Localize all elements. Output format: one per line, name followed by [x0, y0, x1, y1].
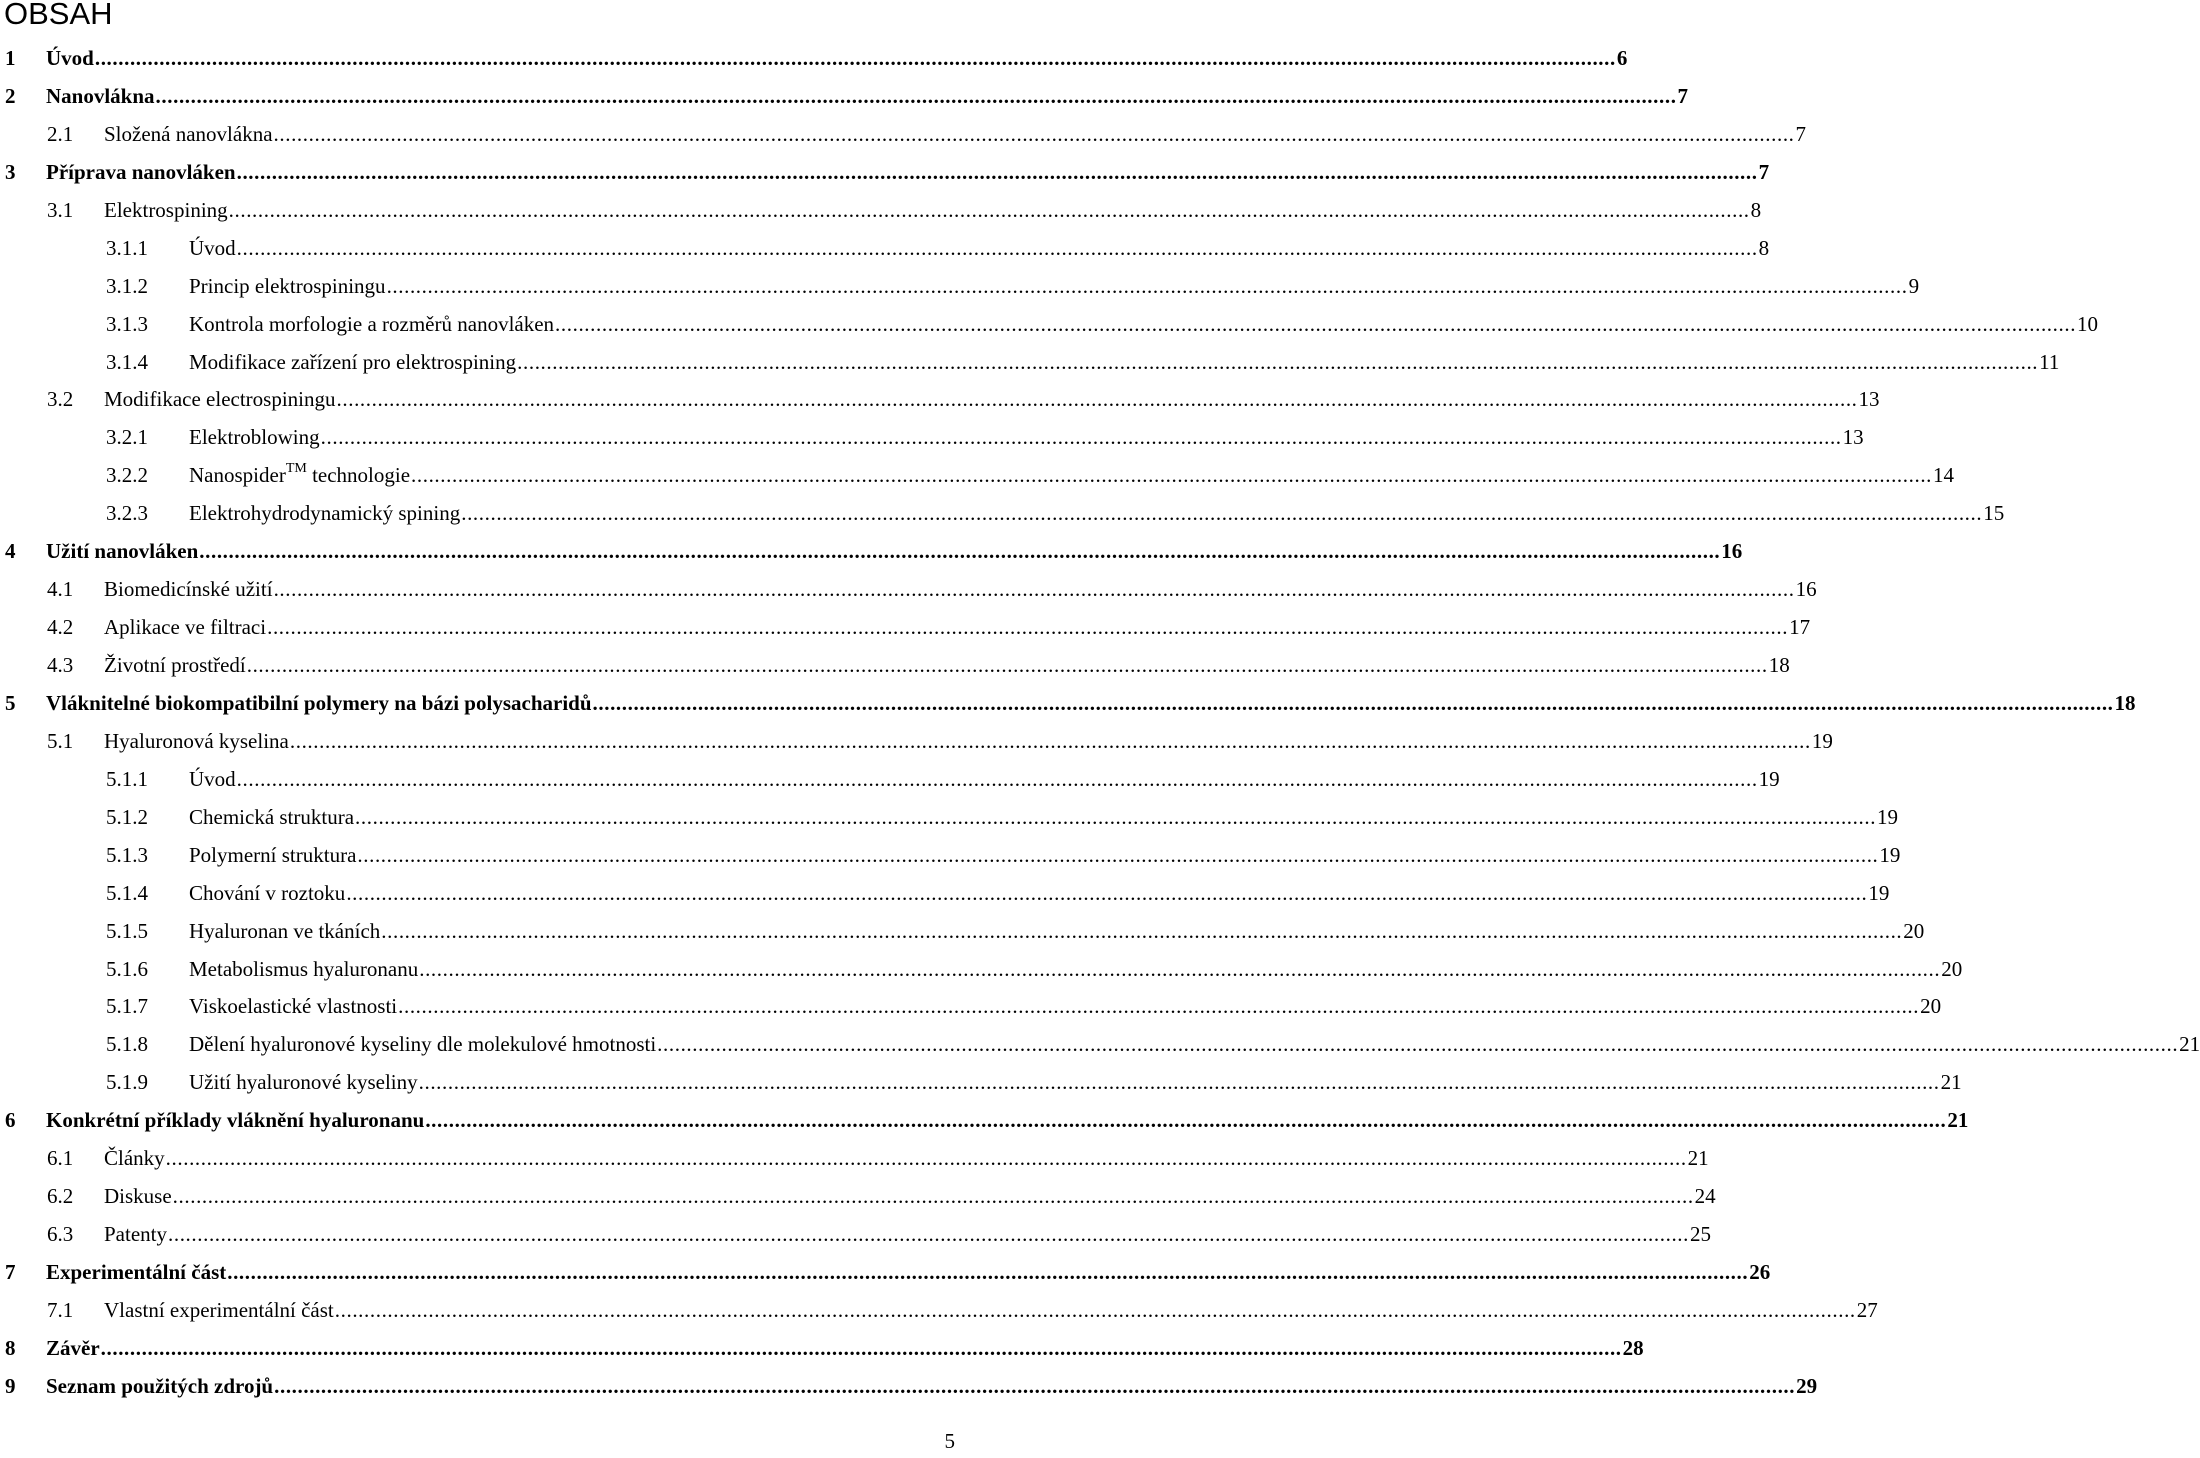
toc-entry-title-text: Elektroblowing: [189, 425, 320, 450]
toc-entry-title-text: Užití nanovláken: [46, 539, 199, 564]
toc-entry-title: [104, 192, 228, 230]
toc-entry-page: 15: [1983, 501, 2005, 526]
toc-entry-body: [104, 609, 1811, 647]
toc-entry-title-text: Hyaluronová kyselina: [104, 728, 289, 753]
toc-entry-number: 3.1: [47, 197, 74, 222]
toc-entry-page: 13: [1842, 425, 1864, 450]
toc-entry[interactable]: [0, 533, 1743, 571]
toc-entry-title-text: Chování v roztoku: [189, 880, 346, 905]
toc-entry-number: 8: [5, 1335, 16, 1360]
toc-entry-title-text: Elektrohydrodynamický spining: [189, 501, 461, 526]
toc-entry-number: 3.2: [47, 387, 74, 412]
toc-entry-title-text: Princip elektrospiningu: [189, 273, 386, 298]
toc-entry[interactable]: [0, 761, 1780, 799]
toc-entry-number: 6: [5, 1108, 16, 1133]
toc-entry-title-text: Modifikace zařízení pro elektrospining: [189, 349, 517, 374]
toc-entry[interactable]: [0, 230, 1770, 268]
dot-leader: ....................................................................................................................................................................................................................................................................: [273, 121, 1795, 146]
toc-entry-body: [104, 647, 1790, 685]
toc-entry-title: [189, 1026, 656, 1064]
toc-entry-body: [46, 1330, 1644, 1368]
toc-entry-title-text: Diskuse: [104, 1184, 172, 1209]
toc-entry[interactable]: [0, 457, 1955, 495]
toc-entry-title: [189, 419, 320, 457]
dot-leader: ....................................................................................................................................................................................................................................................................: [320, 425, 1842, 450]
toc-entry-title: [46, 78, 155, 116]
toc-entry-page: 21: [1947, 1108, 1969, 1133]
toc-entry-page: 8: [1758, 235, 1770, 260]
toc-entry-title: [104, 1140, 165, 1178]
toc-entry[interactable]: [0, 647, 1790, 685]
toc-entry-body: [189, 951, 1963, 989]
dot-leader: ....................................................................................................................................................................................................................................................................: [267, 615, 1789, 640]
toc-entry-body: [104, 381, 1880, 419]
dot-leader: ....................................................................................................................................................................................................................................................................: [246, 653, 1768, 677]
toc-entry-title: [46, 685, 592, 723]
toc-entry-number: 3.1.4: [106, 349, 148, 374]
toc-entry-body: [189, 1064, 1962, 1102]
toc-entry-title: [189, 875, 345, 913]
toc-entry-number: 3.1.1: [106, 235, 148, 260]
toc-entry-body: [104, 192, 1762, 230]
toc-entry-page: 19: [1877, 804, 1899, 829]
toc-entry-page: 28: [1622, 1335, 1644, 1360]
toc-entry-page: 19: [1758, 766, 1780, 791]
toc-entry-title-text: Polymerní struktura: [189, 842, 357, 867]
dot-leader: ....................................................................................................................................................................................................................................................................: [274, 1373, 1796, 1398]
toc-entry-body: [189, 799, 1899, 837]
dot-leader: ....................................................................................................................................................................................................................................................................: [236, 159, 1758, 184]
toc-entry[interactable]: [0, 875, 1890, 913]
toc-entry[interactable]: [0, 419, 1864, 457]
dot-leader: ....................................................................................................................................................................................................................................................................: [155, 83, 1677, 108]
toc-entry-title-text: Úvod: [189, 766, 236, 791]
toc-entry-title: [189, 799, 354, 837]
dot-leader: ....................................................................................................................................................................................................................................................................: [100, 1335, 1622, 1360]
toc-entry-title-text: Konkrétní příklady vláknění hyaluronanu: [46, 1108, 425, 1133]
toc-entry-title-text: Seznam použitých zdrojů: [46, 1373, 274, 1398]
toc-entry[interactable]: [0, 495, 2005, 533]
toc-entry-title: [104, 647, 246, 685]
toc-entry-title-text: Aplikace ve filtraci: [104, 615, 267, 640]
toc-entry[interactable]: [0, 1140, 1709, 1178]
toc-entry-body: [46, 685, 2136, 723]
toc-entry-page: 21: [1940, 1070, 1962, 1095]
toc-entry[interactable]: [0, 1216, 1711, 1254]
toc-entry-title: [189, 837, 356, 875]
toc-entry[interactable]: [0, 951, 1963, 989]
dot-leader: ....................................................................................................................................................................................................................................................................: [419, 956, 1941, 981]
toc-entry-title: [46, 1330, 100, 1368]
toc-entry-title: [104, 116, 273, 154]
toc-entry-title-text: Nanospider: [189, 463, 286, 488]
toc-entry[interactable]: [0, 1292, 1878, 1330]
dot-leader: ....................................................................................................................................................................................................................................................................: [425, 1108, 1947, 1133]
toc-entry-number: 5.1.2: [106, 804, 148, 829]
toc-entry-number: 5.1.6: [106, 956, 148, 981]
toc-entry-page: 19: [1811, 728, 1833, 753]
toc-entry-body: [189, 1026, 2200, 1064]
toc-entry-title-text: Metabolismus hyaluronanu: [189, 956, 419, 981]
toc-entry-body: [189, 875, 1890, 913]
toc-entry-body: [104, 1292, 1878, 1330]
toc-entry-page: 14: [1933, 463, 1955, 488]
toc-entry-title: [104, 723, 289, 761]
toc-entry-title-text: Nanovlákna: [46, 83, 155, 108]
toc-entry-title: [189, 268, 386, 306]
toc-entry[interactable]: [0, 116, 1807, 154]
toc-entry-page: 17: [1789, 615, 1811, 640]
toc-entry-body: [46, 40, 1628, 78]
toc-entry-number: 5.1.4: [106, 880, 148, 905]
toc-entry-title-text: Biomedicínské užití: [104, 577, 273, 602]
toc-entry[interactable]: [0, 1254, 1771, 1292]
toc-entry-title: [46, 1102, 424, 1140]
dot-leader: ....................................................................................................................................................................................................................................................................: [94, 46, 1616, 70]
toc-entry-body: [189, 837, 1901, 875]
dot-leader: ....................................................................................................................................................................................................................................................................: [334, 1297, 1856, 1322]
dot-leader: ....................................................................................................................................................................................................................................................................: [168, 1222, 1689, 1247]
toc-entry-title: [104, 1292, 334, 1330]
toc-entry-title-text: Elektrospining: [104, 197, 228, 222]
toc-entry[interactable]: [0, 913, 1925, 951]
toc-entry-body: [104, 1178, 1716, 1216]
dot-leader: ....................................................................................................................................................................................................................................................................: [517, 349, 2039, 374]
toc-entry-title-text: Chemická struktura: [189, 804, 355, 829]
toc-entry-title-text: Životní prostředí: [104, 653, 246, 677]
toc-entry-number: 3.1.3: [106, 311, 148, 336]
dot-leader: ....................................................................................................................................................................................................................................................................: [273, 577, 1795, 602]
toc-entry-page: 16: [1721, 539, 1743, 564]
dot-leader: ....................................................................................................................................................................................................................................................................: [346, 880, 1868, 905]
toc-entry-page: 10: [2077, 311, 2099, 336]
toc-entry-page: 13: [1858, 387, 1880, 412]
toc-entry-title-suffix: technologie: [306, 463, 411, 488]
toc-entry-number: 5.1.7: [106, 994, 148, 1019]
toc-entry-body: [189, 344, 2060, 382]
toc-entry[interactable]: [0, 1368, 1818, 1406]
toc-entry[interactable]: [0, 1102, 1969, 1140]
toc-entry-title: [189, 988, 397, 1026]
dot-leader: ....................................................................................................................................................................................................................................................................: [228, 197, 1750, 222]
trademark-superscript: TM: [285, 461, 307, 477]
dot-leader: ....................................................................................................................................................................................................................................................................: [227, 1260, 1749, 1284]
toc-entry-body: [189, 306, 2099, 344]
toc-entry[interactable]: [0, 609, 1811, 647]
toc-entry-page: 25: [1690, 1222, 1711, 1247]
toc-entry-number: 4.3: [47, 653, 74, 677]
toc-entry-title: [46, 1254, 226, 1292]
toc-entry[interactable]: [0, 571, 1817, 609]
toc-entry[interactable]: [0, 192, 1762, 230]
toc-entry[interactable]: [0, 78, 1689, 116]
toc-entry-title-text: Úvod: [46, 46, 94, 70]
toc-entry-page: 7: [1758, 159, 1770, 184]
toc-entry-title: [189, 230, 236, 268]
toc-entry-title: [189, 913, 380, 951]
toc-entry-body: [189, 913, 1925, 951]
toc-entry-number: 6.2: [47, 1184, 74, 1209]
toc-entry-body: [189, 457, 1955, 495]
toc-entry-body: [104, 571, 1817, 609]
toc-entry-page: 8: [1750, 197, 1762, 222]
toc-entry-title-text: Články: [104, 1146, 165, 1171]
toc-entry-body: [104, 1216, 1711, 1254]
dot-leader: ....................................................................................................................................................................................................................................................................: [657, 1032, 2179, 1057]
dot-leader: ....................................................................................................................................................................................................................................................................: [172, 1184, 1694, 1209]
toc-entry-number: 5: [5, 690, 16, 715]
toc-entry-title-text: Příprava nanovláken: [46, 159, 236, 184]
toc-entry-title: [46, 40, 94, 78]
toc-entry[interactable]: [0, 1064, 1962, 1102]
dot-leader: ....................................................................................................................................................................................................................................................................: [461, 501, 1983, 526]
toc-entry-body: [46, 1368, 1818, 1406]
toc-entry[interactable]: [0, 154, 1770, 192]
toc-entry-number: 3.2.2: [106, 463, 148, 488]
dot-leader: ....................................................................................................................................................................................................................................................................: [592, 690, 2114, 715]
dot-leader: ....................................................................................................................................................................................................................................................................: [236, 235, 1758, 260]
toc-entry-number: 3: [5, 159, 16, 184]
toc-entry-title: [46, 1368, 273, 1406]
toc-entry-title: [104, 1216, 167, 1254]
dot-leader: ....................................................................................................................................................................................................................................................................: [355, 804, 1877, 829]
toc-entry-page: 20: [1903, 918, 1925, 943]
toc-entry-title-text: Složená nanovlákna: [104, 121, 273, 146]
toc-entry-page: 18: [1768, 653, 1790, 677]
dot-leader: ....................................................................................................................................................................................................................................................................: [199, 539, 1721, 564]
toc-entry[interactable]: [0, 1330, 1644, 1368]
toc-entry[interactable]: [0, 799, 1899, 837]
toc-entry-title-text: Patenty: [104, 1222, 167, 1247]
toc-entry-title-text: Experimentální část: [46, 1260, 227, 1284]
toc-entry-page: 20: [1920, 994, 1942, 1019]
toc-entry-page: 18: [2114, 690, 2136, 715]
toc-entry-title-text: Viskoelastické vlastnosti: [189, 994, 398, 1019]
toc-entry-page: 19: [1879, 842, 1901, 867]
toc-entry-body: [104, 1140, 1709, 1178]
toc-entry-title-text: Vláknitelné biokompatibilní polymery na bázi polysacharidů: [46, 690, 592, 715]
toc-entry-title-text: Závěr: [46, 1335, 100, 1360]
toc-entry[interactable]: [0, 1178, 1716, 1216]
toc-entry[interactable]: [0, 40, 1628, 78]
toc-entry-title-text: Dělení hyaluronové kyseliny dle molekulové hmotnosti: [189, 1032, 657, 1057]
toc-entry-page: 11: [2039, 349, 2060, 374]
dot-leader: ....................................................................................................................................................................................................................................................................: [357, 842, 1879, 867]
toc-entry-body: [104, 723, 1833, 761]
toc-entry-body: [46, 1254, 1771, 1292]
toc-entry-number: 3.1.2: [106, 273, 148, 298]
toc-entry-number: 7: [5, 1260, 16, 1284]
toc-entry-page: 7: [1677, 83, 1689, 108]
toc-entry-title-text: Vlastní experimentální část: [104, 1297, 334, 1322]
toc-entry[interactable]: [0, 685, 2136, 723]
toc-entry-body: [189, 419, 1864, 457]
toc-entry[interactable]: [0, 1026, 2200, 1064]
toc-entry[interactable]: [0, 306, 2099, 344]
toc-entry-body: [46, 1102, 1969, 1140]
toc-entry-body: [104, 116, 1807, 154]
dot-leader: ....................................................................................................................................................................................................................................................................: [381, 918, 1903, 943]
toc-entry-title: [189, 1064, 418, 1102]
toc-entry-title: [104, 381, 336, 419]
dot-leader: ....................................................................................................................................................................................................................................................................: [418, 1070, 1940, 1095]
toc-entry-page: 21: [1687, 1146, 1709, 1171]
toc-entry-title-text: Užití hyaluronové kyseliny: [189, 1070, 418, 1095]
toc-entry[interactable]: [0, 988, 1942, 1026]
toc-entry-title: [46, 533, 198, 571]
page-number: 5: [944, 1429, 955, 1453]
toc-entry-page: 9: [1908, 273, 1920, 298]
dot-leader: ....................................................................................................................................................................................................................................................................: [386, 273, 1908, 298]
toc-entry-title: [104, 609, 266, 647]
toc-entry-title: [104, 571, 273, 609]
toc-entry-title: [189, 495, 460, 533]
dot-leader: ....................................................................................................................................................................................................................................................................: [336, 387, 1858, 412]
dot-leader: ....................................................................................................................................................................................................................................................................: [289, 728, 1811, 753]
toc-entry-number: 5.1.9: [106, 1070, 148, 1095]
toc-entry-number: 6.1: [47, 1146, 74, 1171]
toc-entry-page: 6: [1616, 46, 1628, 70]
dot-leader: ....................................................................................................................................................................................................................................................................: [236, 766, 1758, 791]
toc-entry[interactable]: [0, 723, 1833, 761]
toc-entry-number: 6.3: [47, 1222, 74, 1247]
toc-entry-page: 26: [1749, 1260, 1771, 1284]
toc-entry-number: 5.1: [47, 728, 74, 753]
toc-entry-title-text: Modifikace electrospiningu: [104, 387, 336, 412]
toc-entry-title: [189, 344, 516, 382]
toc-entry-page: 29: [1796, 1373, 1818, 1398]
toc-entry-title: [46, 154, 236, 192]
toc-entry-body: [46, 78, 1689, 116]
toc-entry-page: 20: [1941, 956, 1963, 981]
toc-heading: OBSAH: [4, 0, 113, 31]
table-of-contents: [0, 40, 2200, 1406]
toc-entry-number: 7.1: [47, 1297, 74, 1322]
toc-entry-page: 21: [2179, 1032, 2200, 1057]
toc-entry-title: [189, 761, 236, 799]
toc-entry-number: 5.1.8: [106, 1032, 148, 1057]
toc-entry-body: [189, 761, 1780, 799]
toc-entry-number: 4.2: [47, 615, 74, 640]
toc-entry-title: [189, 457, 410, 495]
toc-entry[interactable]: [0, 344, 2060, 382]
toc-entry-number: 4: [5, 539, 16, 564]
toc-entry[interactable]: [0, 381, 1880, 419]
toc-entry-page: 27: [1856, 1297, 1878, 1322]
toc-entry-title: [189, 306, 554, 344]
toc-entry-page: 16: [1795, 577, 1817, 602]
toc-entry-number: 5.1.3: [106, 842, 148, 867]
toc-entry-body: [189, 230, 1770, 268]
dot-leader: ....................................................................................................................................................................................................................................................................: [165, 1146, 1687, 1171]
toc-entry-number: 5.1.1: [106, 766, 148, 791]
toc-entry[interactable]: [0, 837, 1901, 875]
toc-entry-page: 24: [1694, 1184, 1716, 1209]
toc-entry-title-text: Hyaluronan ve tkáních: [189, 918, 381, 943]
toc-entry-page: 7: [1795, 121, 1807, 146]
toc-entry-number: 9: [5, 1373, 16, 1398]
toc-entry-body: [189, 988, 1942, 1026]
toc-entry-number: 4.1: [47, 577, 74, 602]
toc-entry-title: [189, 951, 418, 989]
toc-entry-number: 2.1: [47, 121, 74, 146]
dot-leader: ....................................................................................................................................................................................................................................................................: [411, 463, 1933, 488]
toc-entry-body: [189, 495, 2005, 533]
toc-entry-body: [46, 533, 1743, 571]
toc-entry-body: [46, 154, 1770, 192]
toc-entry-title-text: Úvod: [189, 235, 236, 260]
toc-entry[interactable]: [0, 268, 1920, 306]
dot-leader: ....................................................................................................................................................................................................................................................................: [398, 994, 1920, 1019]
dot-leader: ....................................................................................................................................................................................................................................................................: [555, 311, 2077, 336]
toc-entry-number: 3.2.1: [106, 425, 148, 450]
toc-entry-number: 3.2.3: [106, 501, 148, 526]
toc-entry-number: 5.1.5: [106, 918, 148, 943]
toc-entry-page: 19: [1868, 880, 1890, 905]
toc-entry-number: 1: [5, 46, 16, 70]
toc-entry-body: [189, 268, 1920, 306]
toc-entry-title-text: Kontrola morfologie a rozměrů nanovláken: [189, 311, 555, 336]
toc-entry-title: [104, 1178, 172, 1216]
toc-entry-number: 2: [5, 83, 16, 108]
